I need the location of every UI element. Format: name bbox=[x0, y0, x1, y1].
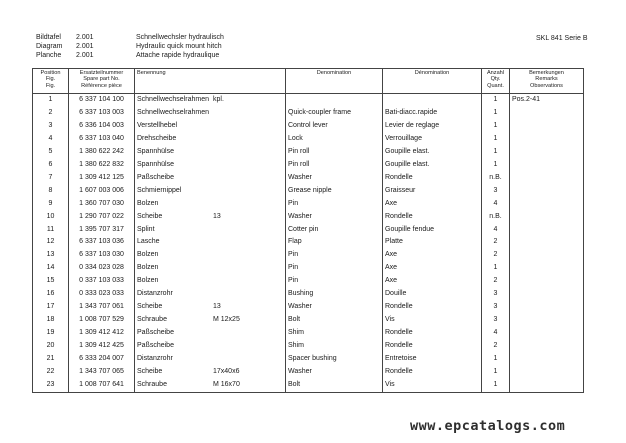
table-row bbox=[33, 120, 584, 133]
cell-remarks bbox=[510, 185, 584, 198]
cell-denomination-fr: Rondelle bbox=[383, 301, 482, 314]
cell-benennung bbox=[135, 211, 286, 224]
benennung-text: Spannhülse bbox=[137, 147, 174, 155]
table-row bbox=[33, 327, 584, 340]
cell-remarks bbox=[510, 288, 584, 301]
cell-part-number: 0 334 023 028 bbox=[69, 262, 135, 275]
benennung-text: Schnellwechselrahmen bbox=[137, 96, 209, 103]
cell-denomination-fr: Rondelle bbox=[383, 340, 482, 353]
cell-position: 12 bbox=[33, 236, 69, 249]
cell-denomination-en bbox=[286, 94, 383, 107]
benennung-text: Spannhülse bbox=[137, 160, 174, 168]
cell-denomination-fr: Axe bbox=[383, 275, 482, 288]
cell-denomination-en: Washer bbox=[286, 301, 383, 314]
table-row bbox=[33, 172, 584, 185]
cell-qty: n.B. bbox=[482, 172, 510, 185]
cell-position: 7 bbox=[33, 172, 69, 185]
table-header-row bbox=[33, 69, 584, 94]
cell-qty: 1 bbox=[482, 159, 510, 172]
cell-denomination-fr: Graisseur bbox=[383, 185, 482, 198]
cell-part-number: 1 607 003 006 bbox=[69, 185, 135, 198]
cell-qty: 2 bbox=[482, 275, 510, 288]
benennung-text: Bolzen bbox=[137, 277, 159, 285]
benennung-text: Schnellwechselrahmen bbox=[137, 108, 209, 116]
cell-denomination-fr: Levier de reglage bbox=[383, 120, 482, 133]
cell-part-number: 1 343 707 061 bbox=[69, 301, 135, 314]
cell-denomination-en: Flap bbox=[286, 236, 383, 249]
cell-remarks bbox=[510, 262, 584, 275]
cell-part-number: 1 008 707 641 bbox=[69, 379, 135, 392]
cell-part-number: 1 343 707 065 bbox=[69, 366, 135, 379]
cell-part-number: 1 380 622 242 bbox=[69, 146, 135, 159]
cell-part-number: 1 309 412 125 bbox=[69, 172, 135, 185]
cell-denomination-en: Pin bbox=[286, 249, 383, 262]
cell-qty: 4 bbox=[482, 224, 510, 237]
benennung-text: Bolzen bbox=[137, 199, 159, 207]
cell-position: 23 bbox=[33, 379, 69, 392]
spec-text: kpl. bbox=[213, 96, 224, 103]
cell-position: 2 bbox=[33, 107, 69, 120]
cell-position: 1 bbox=[33, 94, 69, 107]
table-row bbox=[33, 146, 584, 159]
cell-denomination-fr: Goupille elast. bbox=[383, 146, 482, 159]
cell-qty: 1 bbox=[482, 120, 510, 133]
cell-denomination-fr: Platte bbox=[383, 236, 482, 249]
cell-remarks bbox=[510, 249, 584, 262]
col-header-position: Position Fig. Fig. bbox=[33, 69, 69, 94]
cell-remarks bbox=[510, 236, 584, 249]
cell-denomination-fr: Vis bbox=[383, 379, 482, 392]
cell-denomination-en: Pin bbox=[286, 262, 383, 275]
cell-qty: 1 bbox=[482, 133, 510, 146]
cell-position: 8 bbox=[33, 185, 69, 198]
cell-qty: 4 bbox=[482, 327, 510, 340]
cell-denomination-en: Pin bbox=[286, 198, 383, 211]
cell-position: 20 bbox=[33, 340, 69, 353]
table-row bbox=[33, 249, 584, 262]
cell-denomination-fr bbox=[383, 94, 482, 107]
table-row bbox=[33, 133, 584, 146]
cell-benennung bbox=[135, 133, 286, 146]
col-header-qty: Anzahl Qty. Quant. bbox=[482, 69, 510, 94]
cell-remarks bbox=[510, 327, 584, 340]
header-title-fr: Attache rapide hydraulique bbox=[136, 52, 220, 59]
table-row bbox=[33, 288, 584, 301]
cell-benennung bbox=[135, 327, 286, 340]
cell-benennung bbox=[135, 236, 286, 249]
header-title-de: Schnellwechsler hydraulisch bbox=[136, 34, 224, 41]
table-row bbox=[33, 262, 584, 275]
cell-qty: n.B. bbox=[482, 211, 510, 224]
cell-benennung bbox=[135, 224, 286, 237]
cell-position: 15 bbox=[33, 275, 69, 288]
cell-qty: 2 bbox=[482, 249, 510, 262]
parts-table bbox=[32, 68, 584, 393]
cell-benennung bbox=[135, 340, 286, 353]
cell-denomination-fr: Entretoise bbox=[383, 353, 482, 366]
cell-denomination-en: Washer bbox=[286, 172, 383, 185]
cell-remarks bbox=[510, 340, 584, 353]
cell-denomination-fr: Goupille fendue bbox=[383, 224, 482, 237]
cell-benennung bbox=[135, 262, 286, 275]
table-row bbox=[33, 366, 584, 379]
cell-denomination-fr: Rondelle bbox=[383, 366, 482, 379]
cell-qty: 3 bbox=[482, 288, 510, 301]
cell-qty: 4 bbox=[482, 198, 510, 211]
header-label-bildtafel: Bildtafel bbox=[36, 34, 61, 41]
spec-text: 13 bbox=[213, 212, 221, 220]
table-row bbox=[33, 94, 584, 107]
cell-remarks bbox=[510, 211, 584, 224]
cell-position: 3 bbox=[33, 120, 69, 133]
cell-benennung bbox=[135, 379, 286, 392]
spec-text: M 16x70 bbox=[213, 380, 240, 388]
cell-part-number: 1 309 412 425 bbox=[69, 340, 135, 353]
table-row bbox=[33, 236, 584, 249]
document-code: SKL 841 Serie B bbox=[536, 35, 588, 42]
cell-denomination-en: Washer bbox=[286, 211, 383, 224]
cell-remarks bbox=[510, 314, 584, 327]
benennung-text: Verstellhebel bbox=[137, 121, 178, 129]
cell-remarks bbox=[510, 133, 584, 146]
cell-remarks bbox=[510, 353, 584, 366]
cell-denomination-en: Bushing bbox=[286, 288, 383, 301]
cell-denomination-en: Bolt bbox=[286, 314, 383, 327]
cell-position: 14 bbox=[33, 262, 69, 275]
cell-benennung bbox=[135, 249, 286, 262]
col-header-denomination-fr: Dénomination bbox=[383, 69, 482, 94]
cell-denomination-fr: Rondelle bbox=[383, 172, 482, 185]
cell-denomination-en: Washer bbox=[286, 366, 383, 379]
cell-denomination-en: Shim bbox=[286, 340, 383, 353]
cell-part-number: 0 333 023 033 bbox=[69, 288, 135, 301]
table-row bbox=[33, 224, 584, 237]
cell-benennung bbox=[135, 301, 286, 314]
cell-denomination-fr: Douille bbox=[383, 288, 482, 301]
cell-remarks bbox=[510, 224, 584, 237]
cell-part-number: 6 337 104 100 bbox=[69, 94, 135, 107]
spec-text: 13 bbox=[213, 303, 221, 311]
cell-part-number: 6 333 204 007 bbox=[69, 353, 135, 366]
header-code: 2.001 bbox=[76, 43, 94, 50]
header-label-planche: Planche bbox=[36, 52, 62, 59]
cell-denomination-en: Control lever bbox=[286, 120, 383, 133]
col-header-remarks: Bemerkungen Remarks Observations bbox=[510, 69, 584, 94]
cell-denomination-en: Grease nipple bbox=[286, 185, 383, 198]
cell-denomination-fr: Verrouillage bbox=[383, 133, 482, 146]
benennung-text: Schraube bbox=[137, 380, 167, 388]
cell-denomination-en: Quick-coupler frame bbox=[286, 107, 383, 120]
cell-denomination-en: Shim bbox=[286, 327, 383, 340]
cell-denomination-en: Pin roll bbox=[286, 146, 383, 159]
cell-qty: 1 bbox=[482, 353, 510, 366]
col-header-benennung: Benennung bbox=[135, 69, 286, 94]
cell-denomination-fr: Bati-diacc.rapide bbox=[383, 107, 482, 120]
cell-benennung bbox=[135, 275, 286, 288]
cell-qty: 1 bbox=[482, 94, 510, 107]
benennung-text: Scheibe bbox=[137, 303, 163, 311]
cell-benennung bbox=[135, 172, 286, 185]
cell-benennung bbox=[135, 288, 286, 301]
cell-position: 21 bbox=[33, 353, 69, 366]
cell-part-number: 6 336 104 003 bbox=[69, 120, 135, 133]
cell-benennung bbox=[135, 146, 286, 159]
cell-part-number: 1 395 707 317 bbox=[69, 224, 135, 237]
benennung-text: Schraube bbox=[137, 316, 167, 324]
cell-position: 16 bbox=[33, 288, 69, 301]
benennung-text: Distanzrohr bbox=[137, 355, 173, 363]
cell-part-number: 6 337 103 040 bbox=[69, 133, 135, 146]
cell-remarks bbox=[510, 275, 584, 288]
benennung-text: Bolzen bbox=[137, 264, 159, 272]
cell-qty: 1 bbox=[482, 366, 510, 379]
cell-position: 11 bbox=[33, 224, 69, 237]
benennung-text: Paßscheibe bbox=[137, 342, 174, 350]
cell-qty: 3 bbox=[482, 301, 510, 314]
benennung-text: Bolzen bbox=[137, 251, 159, 259]
cell-denomination-en: Cotter pin bbox=[286, 224, 383, 237]
table-row bbox=[33, 185, 584, 198]
table-row bbox=[33, 211, 584, 224]
cell-benennung bbox=[135, 314, 286, 327]
cell-part-number: 1 008 707 529 bbox=[69, 314, 135, 327]
cell-denomination-fr: Vis bbox=[383, 314, 482, 327]
cell-part-number: 1 380 622 832 bbox=[69, 159, 135, 172]
col-header-denomination-en: Denomination bbox=[286, 69, 383, 94]
cell-position: 6 bbox=[33, 159, 69, 172]
cell-denomination-fr: Axe bbox=[383, 262, 482, 275]
benennung-text: Schmiernippel bbox=[137, 186, 182, 194]
cell-denomination-en: Pin roll bbox=[286, 159, 383, 172]
cell-denomination-fr: Rondelle bbox=[383, 327, 482, 340]
cell-benennung bbox=[135, 94, 286, 107]
cell-denomination-en: Lock bbox=[286, 133, 383, 146]
header-labels bbox=[36, 33, 62, 60]
cell-qty: 1 bbox=[482, 146, 510, 159]
cell-part-number: 0 337 103 033 bbox=[69, 275, 135, 288]
cell-position: 10 bbox=[33, 211, 69, 224]
header-label-diagram: Diagram bbox=[36, 43, 63, 50]
benennung-text: Scheibe bbox=[137, 368, 163, 376]
cell-benennung bbox=[135, 198, 286, 211]
table-row bbox=[33, 379, 584, 392]
cell-qty: 1 bbox=[482, 379, 510, 392]
cell-qty: 1 bbox=[482, 262, 510, 275]
cell-part-number: 1 290 707 022 bbox=[69, 211, 135, 224]
cell-benennung bbox=[135, 159, 286, 172]
benennung-text: Lasche bbox=[137, 238, 160, 246]
cell-denomination-fr: Goupille elast. bbox=[383, 159, 482, 172]
benennung-text: Drehscheibe bbox=[137, 134, 177, 142]
header-codes bbox=[76, 33, 94, 60]
cell-remarks bbox=[510, 379, 584, 392]
cell-remarks bbox=[510, 172, 584, 185]
cell-part-number: 1 309 412 412 bbox=[69, 327, 135, 340]
table-row bbox=[33, 107, 584, 120]
benennung-text: Scheibe bbox=[137, 212, 163, 220]
cell-remarks bbox=[510, 107, 584, 120]
header-titles bbox=[136, 33, 224, 60]
cell-part-number: 1 360 707 030 bbox=[69, 198, 135, 211]
cell-qty: 2 bbox=[482, 236, 510, 249]
cell-denomination-fr: Rondelle bbox=[383, 211, 482, 224]
cell-denomination-fr: Axe bbox=[383, 249, 482, 262]
table-row bbox=[33, 275, 584, 288]
cell-denomination-en: Bolt bbox=[286, 379, 383, 392]
header-code: 2.001 bbox=[76, 52, 94, 59]
table-row bbox=[33, 198, 584, 211]
table-row bbox=[33, 353, 584, 366]
cell-part-number: 6 337 103 003 bbox=[69, 107, 135, 120]
header-code: 2.001 bbox=[76, 34, 94, 41]
benennung-text: Distanzrohr bbox=[137, 290, 173, 298]
cell-position: 19 bbox=[33, 327, 69, 340]
parts-table-body bbox=[33, 94, 584, 393]
table-row bbox=[33, 301, 584, 314]
table-row bbox=[33, 340, 584, 353]
cell-denomination-en: Spacer bushing bbox=[286, 353, 383, 366]
spec-text: M 12x25 bbox=[213, 316, 240, 324]
header-title-en: Hydraulic quick mount hitch bbox=[136, 43, 222, 50]
cell-position: 9 bbox=[33, 198, 69, 211]
cell-remarks bbox=[510, 366, 584, 379]
cell-qty: 2 bbox=[482, 340, 510, 353]
cell-remarks: Pos.2-41 bbox=[510, 94, 584, 107]
cell-remarks bbox=[510, 146, 584, 159]
cell-position: 22 bbox=[33, 366, 69, 379]
cell-position: 18 bbox=[33, 314, 69, 327]
spec-text: 17x40x6 bbox=[213, 368, 240, 376]
cell-position: 4 bbox=[33, 133, 69, 146]
cell-benennung bbox=[135, 366, 286, 379]
benennung-text: Paßscheibe bbox=[137, 329, 174, 337]
watermark: www.epcatalogs.com bbox=[410, 418, 566, 434]
cell-denomination-fr: Axe bbox=[383, 198, 482, 211]
cell-qty: 3 bbox=[482, 185, 510, 198]
cell-remarks bbox=[510, 120, 584, 133]
cell-qty: 1 bbox=[482, 107, 510, 120]
cell-benennung bbox=[135, 353, 286, 366]
col-header-spare-part: Ersatzteilnummer Spare part No. Référence pièce bbox=[69, 69, 135, 94]
cell-benennung bbox=[135, 120, 286, 133]
cell-qty: 3 bbox=[482, 314, 510, 327]
table-row bbox=[33, 314, 584, 327]
cell-remarks bbox=[510, 159, 584, 172]
cell-remarks bbox=[510, 198, 584, 211]
cell-part-number: 6 337 103 036 bbox=[69, 236, 135, 249]
cell-part-number: 6 337 103 030 bbox=[69, 249, 135, 262]
benennung-text: Splint bbox=[137, 225, 155, 233]
cell-position: 5 bbox=[33, 146, 69, 159]
benennung-text: Paßscheibe bbox=[137, 173, 174, 181]
cell-position: 13 bbox=[33, 249, 69, 262]
table-row bbox=[33, 159, 584, 172]
cell-benennung bbox=[135, 107, 286, 120]
cell-benennung bbox=[135, 185, 286, 198]
cell-position: 17 bbox=[33, 301, 69, 314]
cell-denomination-en: Pin bbox=[286, 275, 383, 288]
cell-remarks bbox=[510, 301, 584, 314]
